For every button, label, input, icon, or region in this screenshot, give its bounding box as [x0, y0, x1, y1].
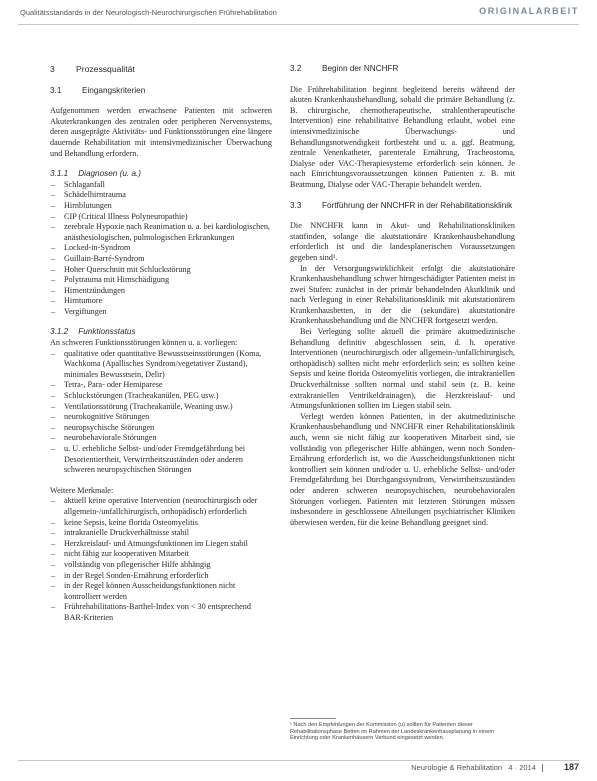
diagnosis-item: – Hirntumore: [50, 296, 272, 307]
section-title: Prozessqualität: [76, 64, 135, 74]
journal-name: Neurologie & Rehabilitation: [411, 763, 503, 772]
diagnoses-list: [50, 180, 272, 318]
diagnosis-item: – Locked-in-Syndrom: [50, 243, 272, 254]
diagnosis-item: – CIP (Critical Illness Polyneuropathie): [50, 212, 272, 223]
function-status-title: Funktionsstatus: [78, 327, 136, 337]
intro-paragraph: Aufgenommen werden erwachsene Patienten mit schweren Akuterkrankungen des zentralen oder peripheren Nervensystems, deren ausgeprägte Aktivitäts- und Funktionsstörungen eine längere dauernde Rehabilitation mit intensivmedizinischer Überwachung und Behandlung erfordern.: [50, 106, 272, 158]
further-criteria-list: [50, 496, 272, 623]
footer-divider: [18, 760, 579, 761]
footnote-divider: [290, 718, 336, 719]
subsection-title: Eingangskriterien: [82, 85, 146, 95]
diagnosis-item: – zerebrale Hypoxie nach Reanimation u. a. bei kardiologischen, anästhesiologischen, pulmologischen Erkrankungen: [50, 222, 272, 243]
diagnosis-item: – Hoher Querschnitt mit Schluckstörung: [50, 265, 272, 276]
left-column: [50, 64, 272, 634]
subsection-title: Beginn der NNCHFR: [322, 64, 399, 73]
further-criteria-item: – in der Regel Sonden-Ernährung erforderlich: [50, 571, 272, 582]
further-criteria-item: – keine Sepsis, keine florida Osteomyelitis: [50, 518, 272, 529]
continuation-paragraph-2: In der Versorgungswirklichkeit erfolgt die akutstationäre Krankenhausbehandlung schwer hirngeschädigter Patienten meist in zwei Stufen: zunächst in der primär behandelnden Akutklinik und nach Verlegung in einer Rehabilitationsklinik mit akutstationärem Krankenhausbetten, in der die (sekundäre) akutstationäre Krankenhausbehandlung und die NNCHFR fortgesetzt werden.: [290, 263, 515, 326]
diagnosis-item: – Schädelhirntrauma: [50, 190, 272, 201]
start-paragraph: Die Frührehabilitation beginnt begleitend bereits während der akuten Krankenhausbehandlung, sobald die primäre Behandlung (z. B. chirurgische, chemotherapeutische, strahlentherapeutische Intervention) eine rehabilitative Behandlung erlaubt, wobei eine intensivmedizinische Überwachungs- und Behandlungsnotwendigkeit fortbesteht und u. a. ggf. Beatmung, zentrale Venenkatheter, parenterale Ernährung, Tracheostoma, Dialyse oder VAC-Therapiesysteme erforderlich sein können. Je nach Einrichtungsvoraussetzungen können Patienten z. B. mit Beatmung, Dialyse oder VAC-Therapie behandelt werden.: [290, 84, 515, 189]
diagnosis-item: – Polytrauma mit Hirnschädigung: [50, 275, 272, 286]
subsection-heading: [50, 86, 272, 97]
page-number: 187: [563, 762, 579, 772]
diagnosis-item: – Guillain-Barré-Syndrom: [50, 254, 272, 265]
journal-issue: 4 · 2014: [508, 763, 536, 772]
function-status-item: – Schluckstörungen (Tracheakanülen, PEG usw.): [50, 391, 272, 402]
further-criteria-item: – nicht fähig zur kooperativen Mitarbeit: [50, 549, 272, 560]
header-divider: [18, 24, 579, 25]
function-status-item: – neurobehaviorale Störungen: [50, 433, 272, 444]
subsection-heading-start: [290, 64, 515, 75]
function-status-list: [50, 349, 272, 476]
footer-separator: [504, 763, 506, 772]
subsection-heading-continuation: [290, 201, 515, 212]
article-type-label: ORIGINALARBEIT: [479, 6, 579, 16]
diagnoses-title: Diagnosen (u. a.): [78, 169, 142, 179]
function-status-item: – u. U. erhebliche Selbst- und/oder Fremdgefährdung bei Desorientiertheit, Verwirrtheitszuständen oder anderen schweren neuropsychischen Störungen: [50, 444, 272, 476]
subsection-number: 3.1: [50, 85, 62, 95]
footnote-text: ¹ Nach den Empfehlungen der Kommission (u) sollten für Patienten dieser Rehabilitationsphase Betten im Rahmen der Landeskrankenhausplanung in einem Einrichtung oder Krankenhäusern Verbund eingesetzt werden.: [290, 722, 494, 742]
diagnoses-number: 3.1.1: [50, 169, 69, 179]
continuation-paragraph-4: Verlegt werden können Patienten, in der akutmedizinische Krankenhausbehandlung und NNCHFR einer Rehabilitationsklinik auch, wenn sie nicht fähig zur kooperativen Mitarbeit sind, sie vollständig von pflegerischer Hilfe abhängen, wenn noch Sonden-Ernährung erforderlich ist, wo die Ausscheidungsfunktionen nicht kontrolliert sein können und/oder u. U. erhebliche Selbst- und/oder Fremdgefährdung bei Durchgangssyndrom, Verwirrtheitszuständen oder anderen schweren neuropsychischen, neurobehavioralen Störungen vorliegen. Patienten mit letzteren Störungen müssen insbesondere in geschlossene Abteilungen psychiatrischer Kliniken überwiesen werden, für die keine Behandlung geeignet sind.: [290, 411, 515, 527]
function-status-item: – neurokognitive Störungen: [50, 412, 272, 423]
diagnoses-heading: [50, 169, 272, 180]
function-status-intro: An schweren Funktionsstörungen können u. a. vorliegen:: [50, 338, 238, 348]
section-number: 3: [50, 64, 55, 74]
footer-separator-bar: [542, 764, 543, 772]
subsection-title: Fortführung der NNCHFR in der Rehabilitationsklinik: [322, 200, 513, 210]
diagnosis-item: – Vergiftungen: [50, 307, 272, 318]
function-status-number: 3.1.2: [50, 327, 69, 337]
right-column: [290, 64, 515, 528]
subsection-number: 3.2: [290, 64, 302, 73]
running-title: Qualitätsstandards in der Neurologisch-Neurochirurgischen Frührehabilitation: [20, 8, 277, 17]
continuation-paragraph-1: Die NNCHFR kann in Akut- und Rehabilitationskliniken stattfinden, solange die akutstationäre Krankenhausbehandlung erforderlich ist und die landesplanerischen Voraussetzungen gegeben sind¹.: [290, 221, 515, 262]
page-footer: [18, 760, 579, 774]
footnote: [290, 718, 515, 742]
function-status-heading: [50, 327, 272, 338]
diagnosis-item: – Schlaganfall: [50, 180, 272, 191]
further-criteria-item: – Herzkreislauf- und Atmungsfunktionen im Liegen stabil: [50, 539, 272, 550]
function-status-item: – Ventilationsstörung (Tracheakanüle, Weaning usw.): [50, 402, 272, 413]
section-heading: [50, 64, 272, 75]
further-criteria-item: – aktuell keine operative Intervention (neurochirurgisch oder allgemein-/unfallchirurgisch, orthopädisch) erforderlich: [50, 496, 272, 517]
further-criteria-item: – in der Regel können Ausscheidungsfunktionen nicht kontrolliert werden: [50, 581, 272, 602]
continuation-paragraph-3: Bei Verlegung sollte aktuell die primäre akutmedizinische Behandlung definitiv abgeschlossen sein, d. h. operative Interventionen (neurochirurgisch oder allgemein-/unfallchirurgisch, orthopädisch) sollten nicht mehr erforderlich sein; es sollten keine Sepsis und keine florida Osteomyelitis vorliegen, die intrakraniellen Druckverhältnisse sollten normal und stabil sein (z. B. keine extrakraniellen Ventrikeldrainagen), die Herzkreislauf- und Atmungsfunktionen sollten im Liegen stabil sein.: [290, 327, 515, 411]
further-criteria-item: – vollständig von pflegerischer Hilfe abhängig: [50, 560, 272, 571]
function-status-item: – Tetra-, Para- oder Hemiparese: [50, 380, 272, 391]
journal-citation: [411, 763, 547, 772]
further-criteria-item: – intrakranielle Druckverhältnisse stabil: [50, 528, 272, 539]
further-criteria-item: – Frührehabilitations-Barthel-Index von < 30 entsprechend BAR-Kriterien: [50, 602, 272, 623]
further-criteria-label: Weitere Merkmale:: [50, 485, 114, 495]
function-status-item: – qualitative oder quantitative Bewusstseinsstörungen (Koma, Wachkoma (Apallisches Syndrom/vegetativer Zustand), minimales Bewusstsein, Delir): [50, 349, 272, 381]
subsection-number: 3.3: [290, 200, 302, 210]
diagnosis-item: – Hirnentzündungen: [50, 286, 272, 297]
diagnosis-item: – Hirnblutungen: [50, 201, 272, 212]
function-status-item: – neuropsychische Störungen: [50, 423, 272, 434]
page-header: [0, 0, 597, 26]
